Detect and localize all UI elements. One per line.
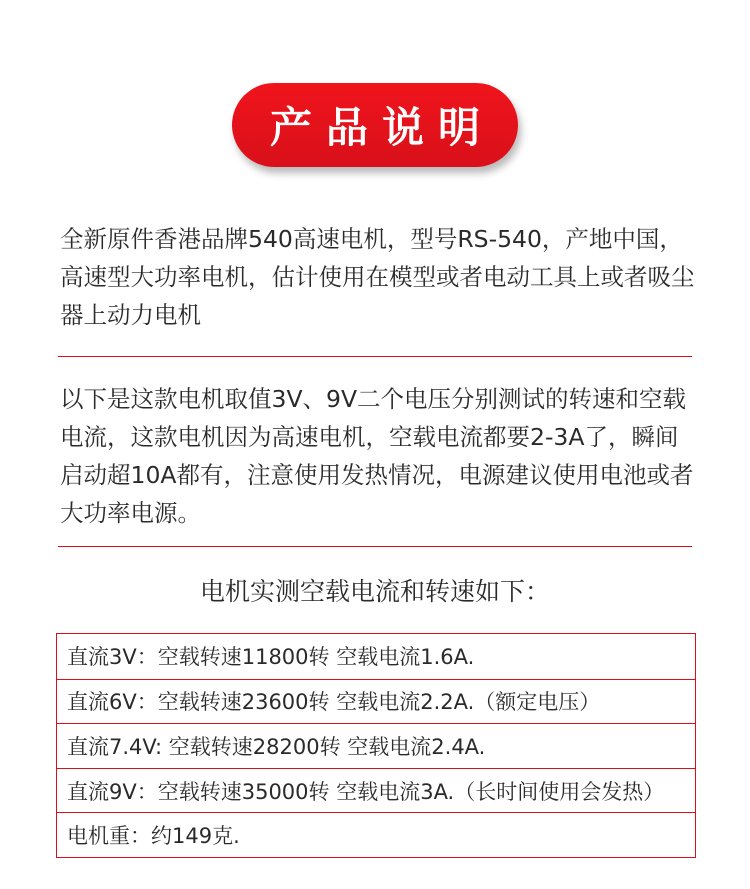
title-banner [232,83,518,167]
table-row: 直流7.4V: 空载转速28200转 空载电流2.4A. [57,723,695,768]
divider [58,546,692,547]
table-row: 直流3V：空载转速11800转 空载电流1.6A. [67,645,475,670]
description-paragraph: 以下是这款电机取值3V、9V二个电压分别测试的转速和空载电流，这款电机因为高速电机，空载电流都要2-3A了，瞬间启动超10A都有，注意使用发热情况，电源建议使用电池或者大功率电源。 [60,385,694,527]
table-row: 直流6V：空载转速23600转 空载电流2.2A.（额定电压） [57,679,695,724]
intro-paragraph: 全新原件香港品牌540高速电机，型号RS-540，产地中国，高速型大功率电机，估计使用在模型或者电动工具上或者吸尘器上动力电机 [60,225,695,329]
table-row: 电机重：约149克. [57,812,695,857]
table-row: 直流9V：空载转速35000转 空载电流3A.（长时间使用会发热） [57,768,695,813]
measurements-heading: 电机实测空载电流和转速如下： [199,577,550,606]
divider [58,356,692,357]
banner-title: 产品说明 [269,103,494,152]
measurements-table [56,633,696,858]
